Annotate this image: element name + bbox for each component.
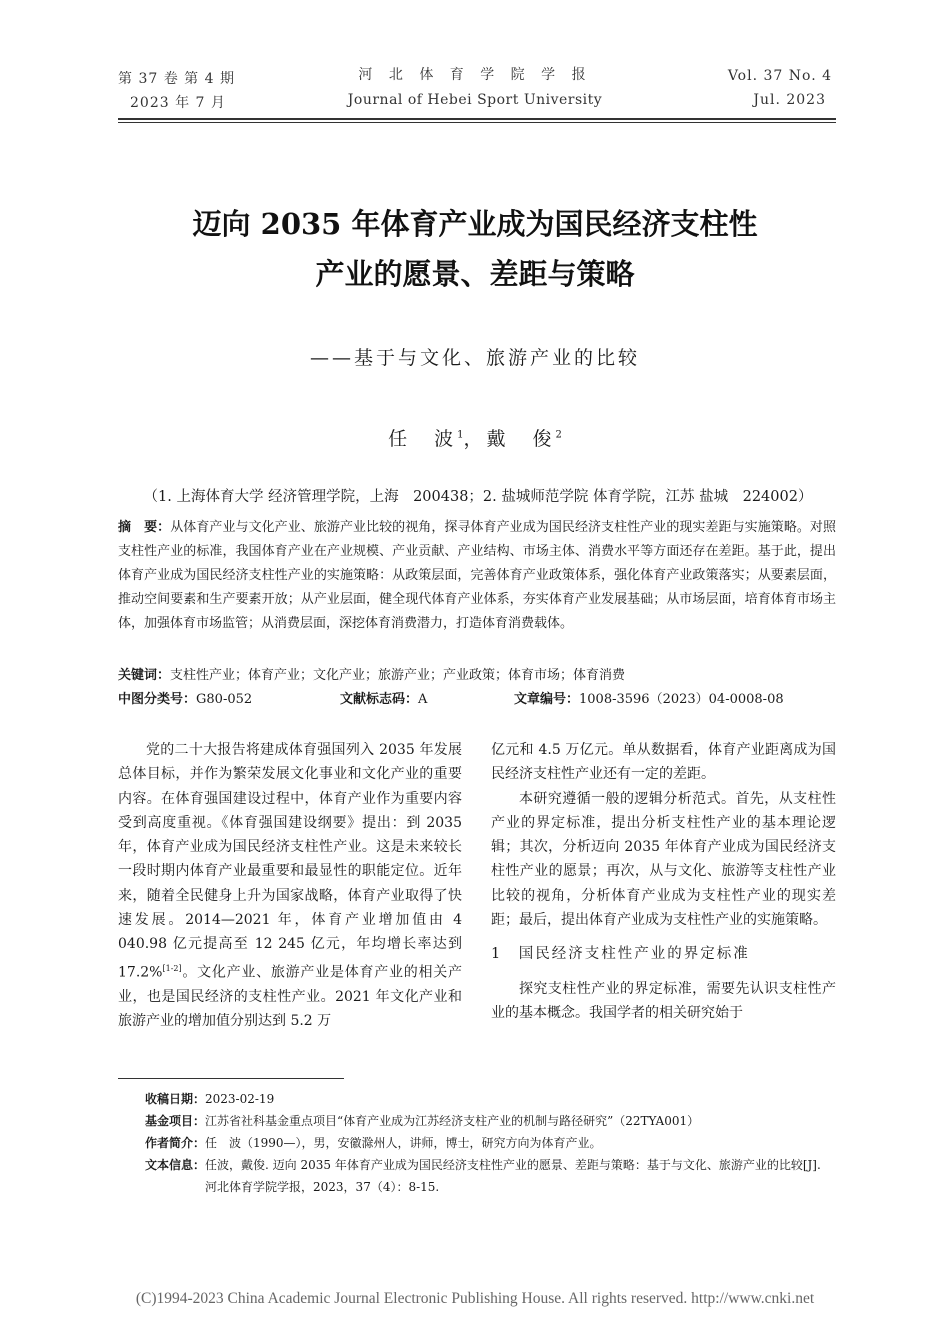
- body-left-column: [118, 738, 462, 1033]
- footnote-value: 任 波（1990—），男，安徽滁州人，讲师，博士，研究方向为体育产业。: [205, 1136, 602, 1150]
- clc-label: 中图分类号：: [118, 692, 197, 707]
- body-right-column: [491, 738, 836, 1025]
- footnote-value: 江苏省社科基金重点项目“体育产业成为江苏经济支柱产业的机制与路径研究”（22TYA001）: [205, 1114, 700, 1128]
- section-heading: 1 国民经济支柱性产业的界定标准: [491, 946, 750, 963]
- article-title-line-2: 产业的愿景、差距与策略: [315, 257, 635, 291]
- author-2: 戴 俊: [486, 428, 556, 450]
- body-paragraph: 本研究遵循一般的逻辑分析范式。首先，从支柱性产业的界定标准，提出分析支柱性产业的基本理论逻辑；其次，分析迈向 2035 年体育产业成为国民经济支柱性产业的愿景；再次，从与文化、旅游等支柱性产业比较的视角，分析体育产业成为支柱性产业的现实差距；最后，提出体育产业成为支柱性产业的实施策略。: [491, 790, 836, 929]
- keywords-text: 支柱性产业；体育产业；文化产业；旅游产业；产业政策；体育市场；体育消费: [170, 668, 626, 683]
- author-separator: ，: [463, 428, 487, 450]
- classification-line: [118, 688, 836, 712]
- footnotes: [145, 1088, 835, 1198]
- keywords: [118, 664, 836, 688]
- body-paragraph: 亿元和 4.5 万亿元。单从数据看，体育产业距离成为国民经济支柱性产业还有一定的差距。: [491, 742, 836, 783]
- author-2-affil: 2: [555, 429, 562, 441]
- footnote-rule: [118, 1078, 344, 1079]
- article-title-line-1: 迈向 2035 年体育产业成为国民经济支柱性: [192, 207, 758, 241]
- clc-value: G80-052: [196, 692, 253, 707]
- paragraph-text: 党的二十大报告将建成体育强国列入 2035 年发展总体目标，并作为繁荣发展文化事业和文化产业的重要内容。在体育强国建设过程中，体育产业作为重要内容受到高度重视。《体育强国建设纲要》提出：到 2035 年，体育产业成为国民经济支柱性产业。这是未来较长一段时期内体育产业最重要和最显性的职能定位。近年来，随着全民健身上升为国家战略，体育产业取得了快速发展。2014—2021 年，体育产业增加值由 4 040.98 亿元提高至 12 245 亿元，年均增长率达到 17.2%: [118, 742, 462, 981]
- volume-issue: 第 37 卷 第 4 期: [118, 71, 235, 87]
- volume-issue-en: Vol. 37 No. 4: [727, 68, 832, 84]
- abstract-label: 摘 要：: [118, 520, 171, 535]
- header-rule: [118, 118, 836, 120]
- paragraph-text: 。文化产业、旅游产业是体育产业的相关产业，也是国民经济的支柱性产业。2021 年文化产业和旅游产业的增加值分别达到 5.2 万: [118, 964, 462, 1029]
- authors: [0, 424, 950, 451]
- journal-title-en: Journal of Hebei Sport University: [347, 92, 603, 108]
- date-cn: 2023 年 7 月: [130, 95, 226, 111]
- body-paragraph: 探究支柱性产业的界定标准，需要先认识支柱性产业的基本概念。我国学者的相关研究始于: [491, 980, 836, 1021]
- footnote-label: 基金项目：: [145, 1114, 206, 1128]
- affiliation: （1. 上海体育大学 经济管理学院，上海 200438；2. 盐城师范学院 体育学院，江苏 盐城 224002）: [143, 489, 813, 505]
- abstract: [118, 516, 836, 636]
- copyright-notice: (C)1994-2023 China Academic Journal Electronic Publishing House. All rights reserved. http://www.cnki.net: [135, 1290, 815, 1307]
- article-no-value: 1008-3596（2023）04-0008-08: [579, 692, 784, 707]
- footnote-value: 2023-02-19: [205, 1092, 275, 1106]
- article-subtitle: ——基于与文化、旅游产业的比较: [309, 347, 640, 369]
- footnote-fund: [145, 1110, 835, 1132]
- doc-code-value: A: [418, 692, 428, 707]
- footnote-value: 任波，戴俊. 迈向 2035 年体育产业成为国民经济支柱性产业的愿景、差距与策略：基于与文化、旅游产业的比较[J]. 河北体育学院学报，2023，37（4）：8-15.: [205, 1158, 821, 1194]
- body-paragraph: [118, 738, 462, 1033]
- footnote-author: [145, 1132, 835, 1154]
- header-rule-thin: [118, 122, 836, 123]
- footnote-received: [145, 1088, 835, 1110]
- author-1: 任 波: [388, 428, 458, 450]
- date-en: Jul. 2023: [753, 92, 826, 108]
- author-1-affil: 1: [457, 429, 464, 441]
- citation[interactable]: [1-2]: [162, 963, 182, 973]
- footnote-label: 作者简介：: [145, 1136, 206, 1150]
- abstract-text: 从体育产业与文化产业、旅游产业比较的视角，探寻体育产业成为国民经济支柱性产业的现实差距与实施策略。对照支柱性产业的标准，我国体育产业在产业规模、产业贡献、产业结构、市场主体、消费水平等方面还存在差距。基于此，提出体育产业成为国民经济支柱性产业的实施策略：从政策层面，完善体育产业政策体系，强化体育产业政策落实；从要素层面，推动空间要素和生产要素开放；从产业层面，健全现代体育产业体系，夯实体育产业发展基础；从市场层面，培育体育市场主体，加强体育市场监管；从消费层面，深挖体育消费潜力，打造体育消费载体。: [118, 520, 836, 631]
- journal-title-cn: 河 北 体 育 学 院 学 报: [358, 67, 592, 83]
- footnote-label: 文本信息：: [145, 1158, 206, 1172]
- doc-code-label: 文献标志码：: [340, 692, 419, 707]
- article-no-label: 文章编号：: [514, 692, 580, 707]
- footnote-citation: [145, 1154, 835, 1198]
- footnote-label: 收稿日期：: [145, 1092, 206, 1106]
- keywords-label: 关键词：: [118, 668, 171, 683]
